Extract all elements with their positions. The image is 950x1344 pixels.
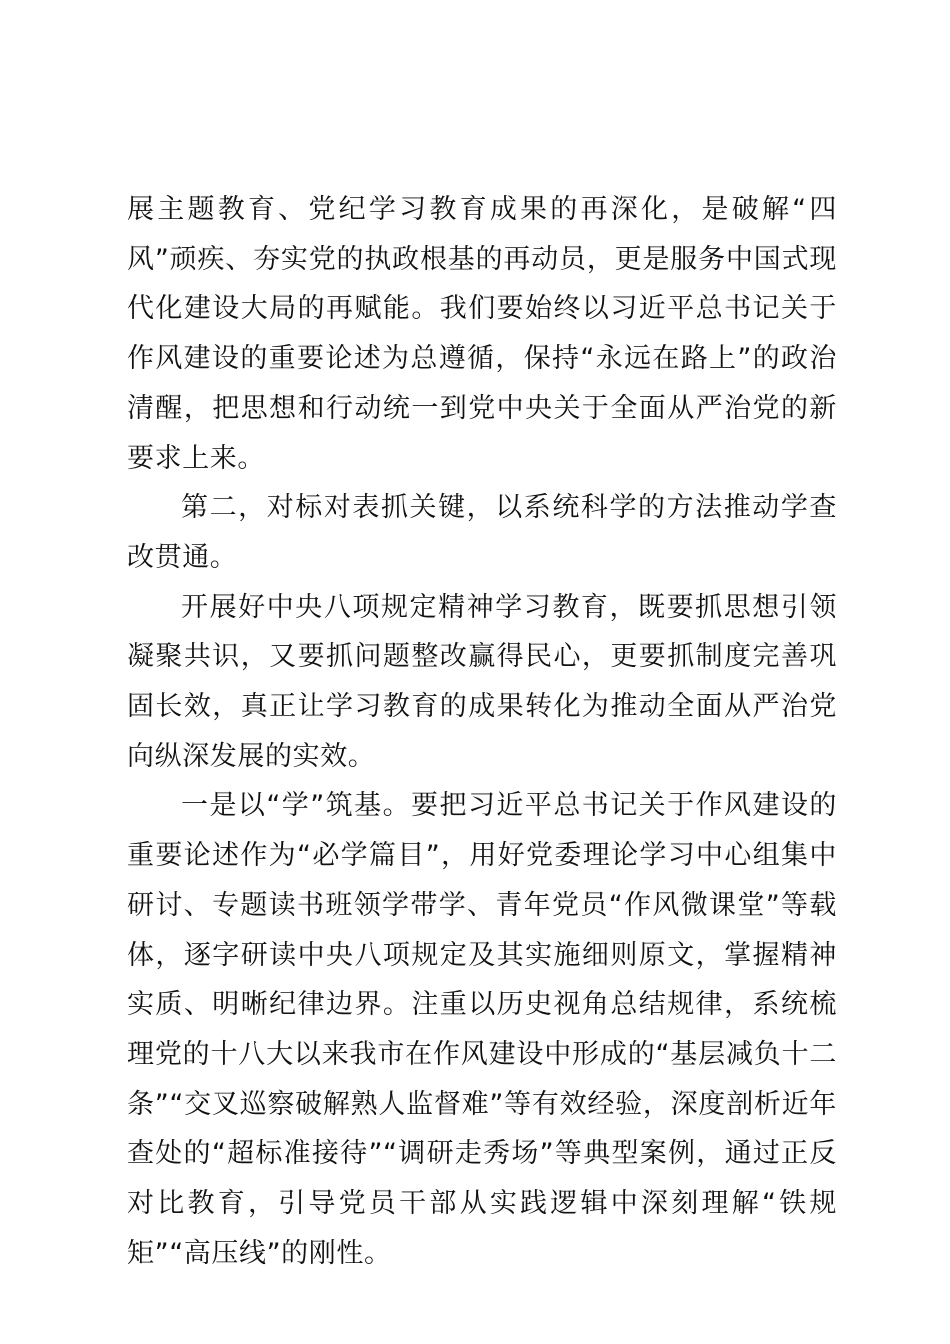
- paragraph-4: 一是以“学”筑基。要把习近平总书记关于作风建设的重要论述作为“必学篇目”，用好党委理论学习中心组集中研讨、专题读书班领学带学、青年党员“作风微课堂”等载体，逐字研读中央八项规定及其实施细则原文，掌握精神实质、明晰纪律边界。注重以历史视角总结规律，系统梳理党的十八大以来我市在作风建设中形成的“基层减负十二条”“交叉巡察破解熟人监督难”等有效经验，深度剖析近年查处的“超标准接待”“调研走秀场”等典型案例，通过正反对比教育，引导党员干部从实践逻辑中深刻理解“铁规矩”“高压线”的刚性。: [127, 790, 837, 1269]
- paragraph-2: 第二，对标对表抓关键，以系统科学的方法推动学查改贯通。: [127, 492, 837, 573]
- paragraph-3: 开展好中央八项规定精神学习教育，既要抓思想引领凝聚共识，又要抓问题整改赢得民心，更要抓制度完善巩固长效，真正让学习教育的成果转化为推动全面从严治党向纵深发展的实效。: [127, 591, 837, 772]
- document-body: [127, 185, 837, 1278]
- paragraph-1: 展主题教育、党纪学习教育成果的再深化，是破解“四风”顽疾、夯实党的执政根基的再动员，更是服务中国式现代化建设大局的再赋能。我们要始终以习近平总书记关于作风建设的重要论述为总遵循，保持“永远在路上”的政治清醒，把思想和行动统一到党中央关于全面从严治党的新要求上来。: [127, 194, 837, 474]
